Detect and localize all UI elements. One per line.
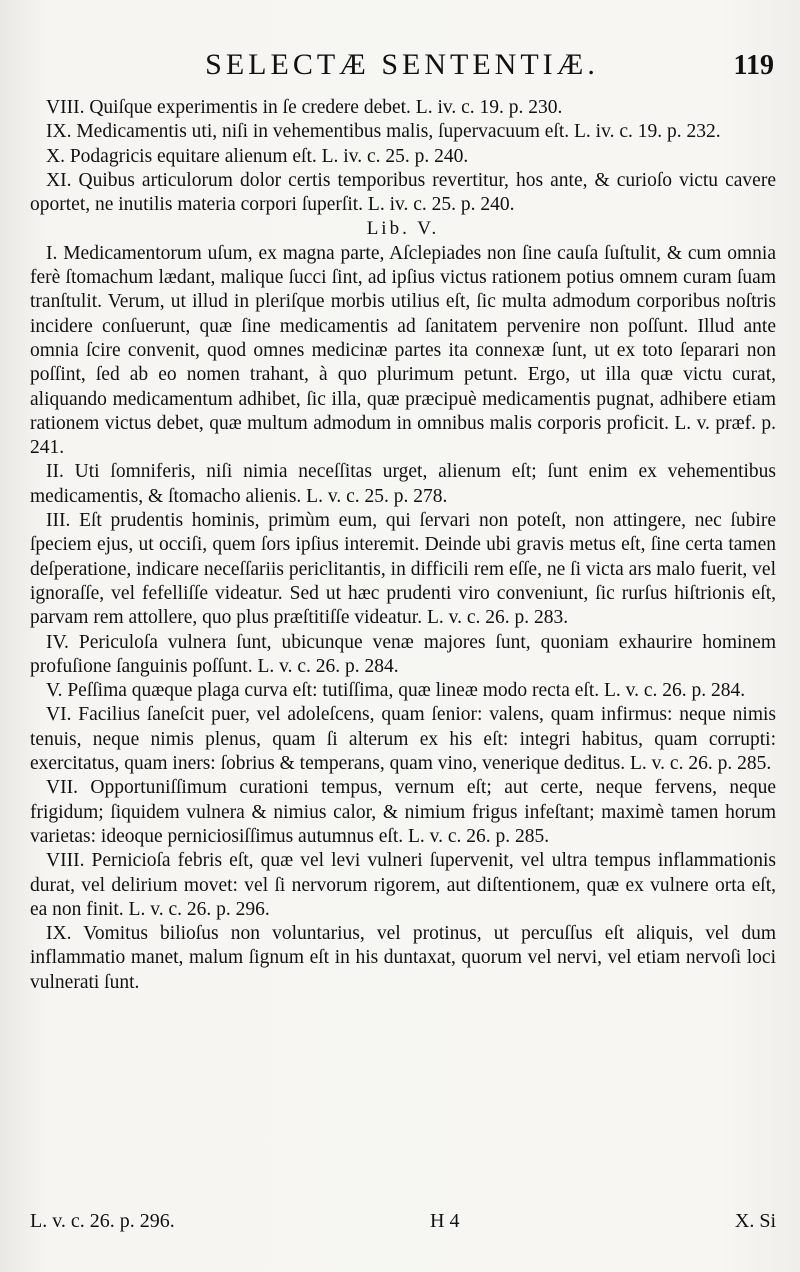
sentence-ii: II. Uti ſomniferis, niſi nimia neceſſitas urget, alienum eſt; ſunt enim ex vehementibus medicamentis, & ſtomacho alienis. L. v. c. 25. p. 278. [30, 461, 776, 507]
sentence-ix: IX. Medicamentis uti, niſi in vehementibus malis, ſupervacuum eſt. L. iv. c. 19. p. 232. [46, 121, 721, 143]
page-number: 119 [733, 50, 774, 81]
running-title: SELECTÆ SENTENTIÆ. [205, 48, 599, 81]
sentence-ix-b: IX. Vomitus bilioſus non voluntarius, vel protinus, ut percuſſus eſt aliquis, vel dum inflammatio manet, malum ſignum eſt in his duntaxat, quorum vel nervi, vel etiam nervoſi loci vulnerati ſunt. [30, 923, 776, 993]
sentence-xi: XI. Quibus articulorum dolor certis temporibus revertitur, hos ante, & curioſo victu cavere oportet, ne inutilis materia corpori ſuperſit. L. iv. c. 25. p. 240. [30, 169, 776, 216]
page-footer [30, 1210, 776, 1238]
sentence-viii: VIII. Quiſque experimentis in ſe credere debet. L. iv. c. 19. p. 230. [46, 97, 563, 118]
footer-reference: L. v. c. 26. p. 296. [30, 1210, 175, 1232]
page-header [30, 48, 774, 90]
catchword: X. Si [734, 1210, 776, 1232]
sentence-v: V. Peſſima quæque plaga curva eſt: tutiſſima, quæ lineæ modo recta eſt. L. v. c. 26. p. 284. [46, 680, 746, 702]
page-body [30, 96, 776, 995]
sentence-x: X. Podagricis equitare alienum eſt. L. iv. c. 25. p. 240. [46, 145, 469, 167]
sentence-iv: IV. Periculoſa vulnera ſunt, ubicunque venæ majores ſunt, quoniam exhaurire hominem profuſione ſanguinis poſſunt. L. v. c. 26. p. 284. [30, 631, 776, 677]
sentence-viii-b: VIII. Pernicioſa febris eſt, quæ vel levi vulneri ſupervenit, vel ultra tempus inflammationis durat, vel delirium movet: vel ſi nervorum rigorem, aut diſtentionem, quæ ex vulnere orta eſt, ea non finit. L. v. c. 26. p. 296. [30, 850, 776, 920]
sentence-vii: VII. Opportuniſſimum curationi tempus, vernum eſt; aut certe, neque fervens, neque frigidum; ſiquidem vulnera & nimius calor, & nimium frigus infeſtant; maximè tamen horum varietas: ideoque perniciosiſſimus autumnus eſt. L. v. c. 26. p. 285. [30, 777, 776, 847]
signature-mark: H 4 [430, 1210, 460, 1232]
sentence-vi: VI. Facilius ſaneſcit puer, vel adoleſcens, quam ſenior: valens, quam infirmus: neque nimis tenuis, neque nimis plenus, quam ſi alterum ex his eſt: integri habitus, quam corrupti: exercitatus, quam iners: ſobrius & temperans, quam vino, venerique deditus. L. v. c. 26. p. 285. [30, 704, 776, 775]
sentence-i: I. Medicamentorum uſum, ex magna parte, Aſclepiades non ſine cauſa ſuſtulit, & cum omnia ferè ſtomachum lædant, malique ſucci ſint, ad ipſius victus rationem potius omnem curam ſuam tranſtulit. Verum, ut illud in pleriſque morbis utilius eſt, ſic multa admodum corporibus noſtris incidere conſuerunt, quæ ſine medicamentis ad ſanitatem pervenire non poſſunt. Illud ante omnia ſcire convenit, quod omnes medicinæ partes ita connexæ ſunt, ut ex toto ſeparari non poſſint, ſed ab eo nomen trahant, à quo plurimum petunt. Ergo, ut illa quæ victu curat, aliquando medicamentum adhibet, ſic illa, quæ præcipuè medicamentis pugnat, adhibere etiam rationem victus debet, quæ multum admodum in omnibus malis corporis proficit. L. v. præf. p. 241. [30, 242, 776, 459]
book-heading: Lib. V. [366, 218, 440, 240]
sentence-iii: III. Eſt prudentis hominis, primùm eum, qui ſervari non poteſt, non attingere, nec ſubire ſpeciem ejus, ut occiſi, quem ſors ipſius interemit. Deinde ubi gravis metus eſt, ſine certa tamen deſperatione, indicare neceſſariis periclitantis, in difficili rem eſſe, ne ſi victa ars malo fuerit, vel ignoraſſe, vel fefelliſſe videatur. Sed ut hæc prudenti viro conveniunt, ſic rurſus hiſtrionis eſt, parvam rem attollere, quo plus præſtitiſſe videatur. L. v. c. 26. p. 283. [30, 510, 776, 629]
